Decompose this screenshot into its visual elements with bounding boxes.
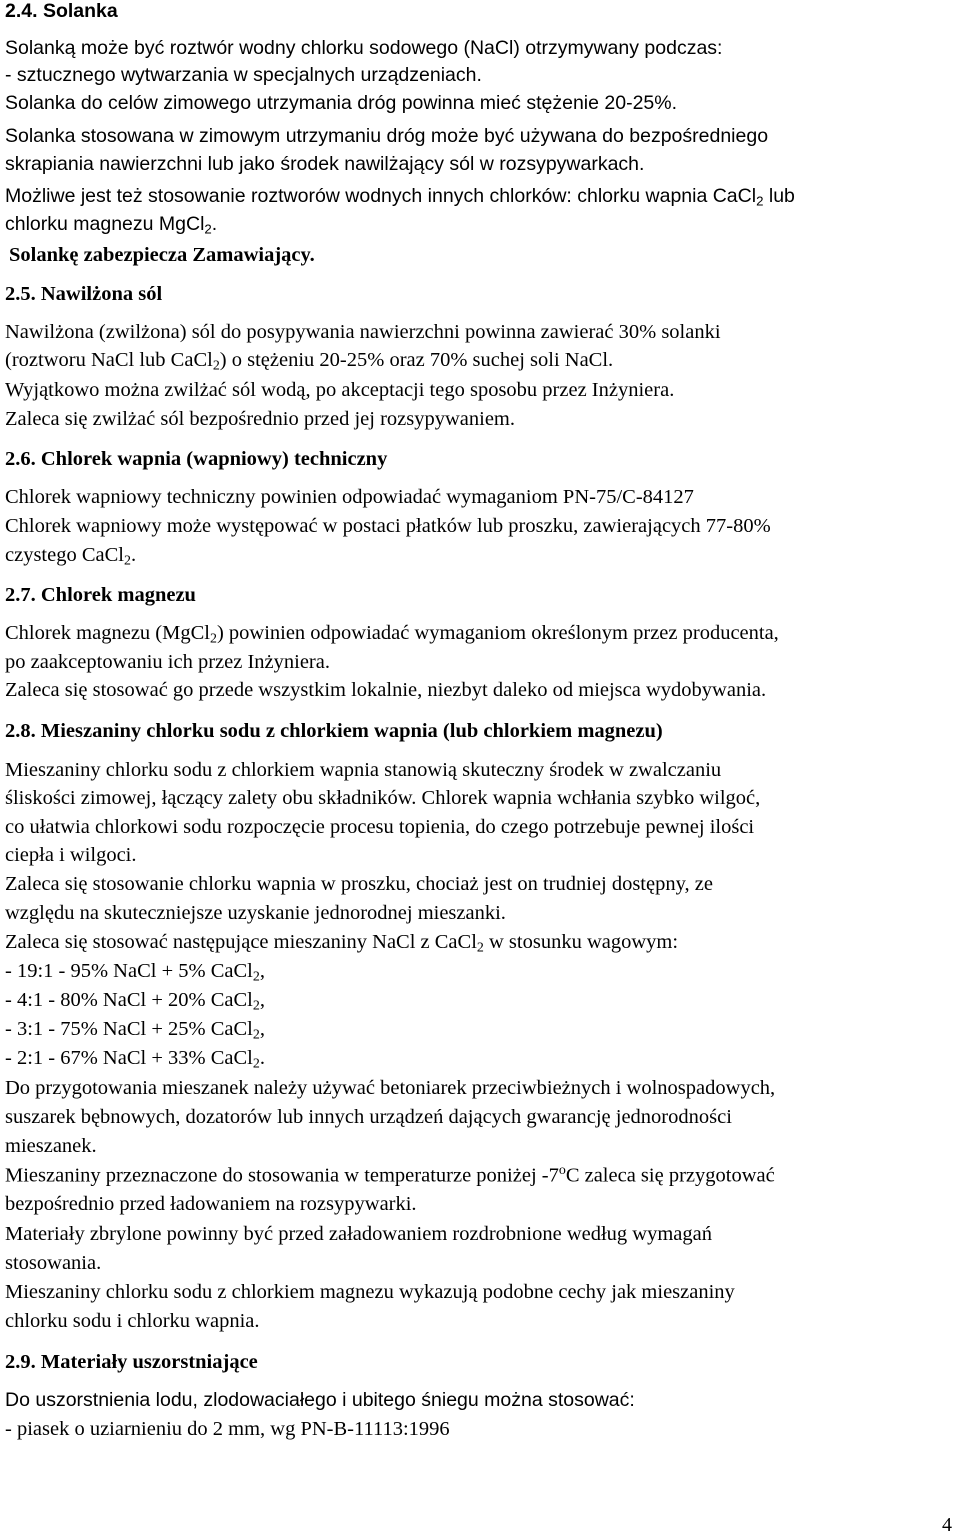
text-span: . xyxy=(130,544,137,566)
subscript: 2 xyxy=(252,998,260,1014)
text-span: ) powinien odpowiadać wymaganiom określonym przez producenta, xyxy=(216,622,779,644)
text-line: Zaleca się stosować go przede wszystkim lokalnie, niezbyt daleko od miejsca wydobywania. xyxy=(5,679,767,701)
text-span: . xyxy=(259,1047,265,1069)
mixture-item xyxy=(5,1046,265,1073)
text-line: Solanka do celów zimowego utrzymania dróg powinna mieć stężenie 20-25%. xyxy=(5,92,678,114)
section-heading-2-9: 2.9. Materiały uszorstniające xyxy=(5,1351,258,1373)
text-span: lub xyxy=(763,185,795,207)
mixture-item xyxy=(5,959,265,986)
text-span: chlorku magnezu MgCl xyxy=(5,213,205,235)
text-line: Solanka stosowana w zimowym utrzymaniu dróg może być używana do bezpośredniego xyxy=(5,125,769,147)
text-span: , xyxy=(259,960,265,982)
text-span: , xyxy=(259,989,265,1011)
text-span: - 19:1 - 95% NaCl + 5% CaCl xyxy=(5,960,253,982)
text-line: Nawilżona (zwilżona) sól do posypywania nawierzchni powinna zawierać 30% solanki xyxy=(5,321,721,343)
section-heading-2-8: 2.8. Mieszaniny chlorku sodu z chlorkiem wapnia (lub chlorkiem magnezu) xyxy=(5,720,663,742)
text-span: Zaleca się stosować następujące mieszaniny NaCl z CaCl xyxy=(5,931,477,953)
text-span: (roztworu NaCl lub CaCl xyxy=(5,349,213,371)
text-span: Możliwe jest też stosowanie roztworów wodnych innych chlorków: chlorku wapnia CaCl xyxy=(5,185,757,207)
text-line: bezpośrednio przed ładowaniem na rozsypywarki. xyxy=(5,1193,417,1215)
subscript: 2 xyxy=(476,940,484,956)
text-span: w stosunku wagowym: xyxy=(483,931,679,953)
subscript: 2 xyxy=(204,221,212,237)
section-heading-2-6: 2.6. Chlorek wapnia (wapniowy) techniczny xyxy=(5,448,388,470)
text-line: Do przygotowania mieszanek należy używać betoniarek przeciwbieżnych i wolnospadowych, xyxy=(5,1077,776,1099)
subscript: 2 xyxy=(212,358,220,374)
text-span: , xyxy=(259,1018,265,1040)
text-line: mieszanek. xyxy=(5,1135,97,1157)
text-line: Materiały zbrylone powinny być przed załadowaniem rozdrobnione według wymagań xyxy=(5,1223,713,1245)
text-line: co ułatwia chlorkowi sodu rozpoczęcie procesu topienia, do czego potrzebuje pewnej ilości xyxy=(5,816,755,838)
text-line: Solanką może być roztwór wodny chlorku sodowego (NaCl) otrzymywany podczas: xyxy=(5,37,723,59)
text-line xyxy=(5,1163,775,1188)
text-line: - piasek o uziarnieniu do 2 mm, wg PN-B-11113:1996 xyxy=(5,1418,450,1440)
text-span: Chlorek magnezu (MgCl xyxy=(5,622,210,644)
text-line: śliskości zimowej, łączący zalety obu składników. Chlorek wapnia wchłania szybko wilgoć, xyxy=(5,787,761,809)
text-line: - sztucznego wytwarzania w specjalnych urządzeniach. xyxy=(5,64,482,86)
mixture-item xyxy=(5,1017,265,1044)
text-line xyxy=(5,185,795,209)
mixture-item xyxy=(5,988,265,1015)
text-line: Mieszaniny chlorku sodu z chlorkiem wapnia stanowią skuteczny środek w zwalczaniu xyxy=(5,759,722,781)
section-heading-2-7: 2.7. Chlorek magnezu xyxy=(5,584,196,606)
text-span: . xyxy=(211,213,218,235)
subscript: 2 xyxy=(209,631,217,647)
text-span: C zaleca się przygotować xyxy=(565,1164,775,1187)
subscript: 2 xyxy=(252,1056,260,1072)
text-span: ) o stężeniu 20-25% oraz 70% suchej soli NaCl. xyxy=(219,349,614,371)
page-number: 4 xyxy=(942,1514,952,1536)
text-line xyxy=(5,348,613,375)
subscript: 2 xyxy=(252,1027,260,1043)
text-line: Chlorek wapniowy techniczny powinien odpowiadać wymaganiom PN-75/C-84127 xyxy=(5,486,694,508)
subscript: 2 xyxy=(756,193,764,209)
text-span: - 2:1 - 67% NaCl + 33% CaCl xyxy=(5,1047,253,1069)
text-line: Mieszaniny chlorku sodu z chlorkiem magnezu wykazują podobne cechy jak mieszaniny xyxy=(5,1281,735,1303)
text-line: po zaakceptowaniu ich przez Inżyniera. xyxy=(5,651,330,673)
text-line xyxy=(5,621,779,648)
text-line: Chlorek wapniowy może występować w postaci płatków lub proszku, zawierających 77-80% xyxy=(5,515,771,537)
text-line xyxy=(5,213,217,237)
text-line: Zaleca się zwilżać sól bezpośrednio przed jej rozsypywaniem. xyxy=(5,408,516,430)
text-line xyxy=(5,543,136,570)
text-line: względu na skuteczniejsze uzyskanie jednorodnej mieszanki. xyxy=(5,902,506,924)
section-heading-2-5: 2.5. Nawilżona sól xyxy=(5,283,163,305)
text-line: stosowania. xyxy=(5,1252,102,1274)
text-span: Mieszaniny przeznaczone do stosowania w temperaturze poniżej -7 xyxy=(5,1164,559,1187)
text-line: Zaleca się stosowanie chlorku wapnia w proszku, chociaż jest on trudniej dostępny, ze xyxy=(5,873,713,895)
text-line: chlorku sodu i chlorku wapnia. xyxy=(5,1310,260,1332)
superscript: o xyxy=(558,1163,566,1178)
text-line: Wyjątkowo można zwilżać sól wodą, po akceptacji tego sposobu przez Inżyniera. xyxy=(5,379,675,401)
text-line: skrapiania nawierzchni lub jako środek nawilżający sól w rozsypywarkach. xyxy=(5,153,645,175)
subscript: 2 xyxy=(124,553,131,569)
text-line: suszarek bębnowych, dozatorów lub innych urządzeń dających gwarancję jednorodności xyxy=(5,1106,732,1128)
section-heading-2-4: 2.4. Solanka xyxy=(5,0,118,22)
text-line xyxy=(5,930,678,957)
note-bold: Solankę zabezpiecza Zamawiający. xyxy=(9,244,315,266)
text-span: czystego CaCl xyxy=(5,544,124,566)
text-line: Do uszorstnienia lodu, zlodowaciałego i ubitego śniegu można stosować: xyxy=(5,1389,635,1411)
text-span: - 4:1 - 80% NaCl + 20% CaCl xyxy=(5,989,253,1011)
text-line: ciepła i wilgoci. xyxy=(5,844,137,866)
subscript: 2 xyxy=(252,969,260,985)
text-span: - 3:1 - 75% NaCl + 25% CaCl xyxy=(5,1018,253,1040)
